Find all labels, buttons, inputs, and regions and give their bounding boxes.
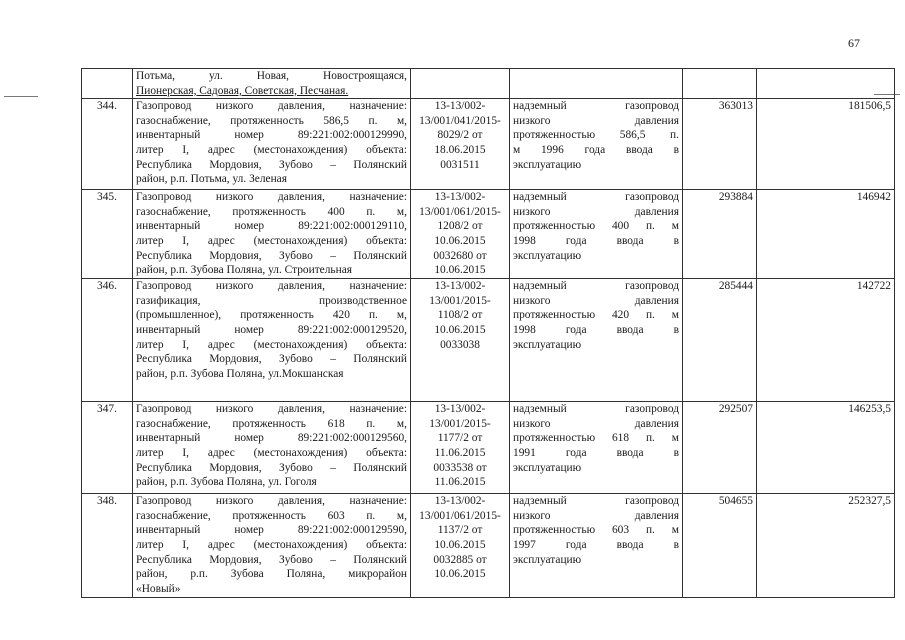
- registration-line: 10.06.2015: [434, 234, 486, 247]
- object-name-line: Газопровод низкого давления, назначение:: [136, 100, 407, 113]
- object-name-line: газоснабжение, протяженность 603 п. м,: [136, 509, 407, 522]
- registration-line: 10.06.2015: [434, 568, 486, 581]
- scan-mark-left: [4, 96, 38, 97]
- object-name-line: инвентарный номер 89:221:002:000129560,: [136, 432, 407, 445]
- description-line: эксплуатацию: [513, 461, 582, 474]
- object-name-cell: [133, 190, 411, 279]
- registration-line: 13/001/2015-: [429, 417, 491, 430]
- page-number: 67: [848, 36, 860, 50]
- value-cell: 293884: [683, 190, 757, 279]
- description-line: низкого давления: [513, 417, 679, 430]
- description-line: низкого давления: [513, 509, 679, 522]
- object-name-line: инвентарный номер 89:221:002:000129520,: [136, 323, 407, 336]
- object-name-line: Республика Мордовия, Зубово – Полянский: [136, 353, 407, 366]
- row-number: 345.: [82, 190, 133, 279]
- value-cell: 292507: [683, 402, 757, 494]
- registration-line: 1137/2 от: [437, 524, 483, 537]
- table-row: [82, 279, 895, 402]
- registration-line: 13/001/2015-: [429, 294, 491, 307]
- description-line: 1998 года ввода в: [513, 323, 679, 336]
- description-line: м 1996 года ввода в: [513, 143, 679, 156]
- registry-table: [81, 68, 895, 598]
- description-line: низкого давления: [513, 114, 679, 127]
- description-line: протяженностью 400 п. м: [513, 220, 679, 233]
- registration-line: 1177/2 от: [437, 432, 483, 445]
- value-cell: 285444: [683, 279, 757, 402]
- registration-line: 10.06.2015: [434, 538, 486, 551]
- object-name-line: газоснабжение, протяженность 400 п. м,: [136, 205, 407, 218]
- object-name-line: инвентарный номер 89:221:002:000129110,: [136, 220, 407, 233]
- registration-line: 13/001/061/2015-: [419, 205, 501, 218]
- value-cell: 504655: [683, 494, 757, 598]
- description-line: протяженностью 420 п. м: [513, 309, 679, 322]
- registration-line: 13-13/002-: [434, 191, 486, 204]
- registry-body: [82, 69, 895, 598]
- object-name-line: литер I, адрес (местонахождения) объекта:: [136, 446, 407, 459]
- object-name-line: Республика Мордовия, Зубово – Полянский: [136, 249, 407, 262]
- object-name-line: район, р.п. Потьма, ул. Зеленая: [136, 173, 287, 186]
- registration-line: 18.06.2015: [434, 143, 486, 156]
- object-name-line: Республика Мордовия, Зубово – Полянский: [136, 553, 407, 566]
- object-name-line: Республика Мордовия, Зубово – Полянский: [136, 158, 407, 171]
- description-line: надземный газопровод: [513, 191, 679, 204]
- registration-line: 13-13/002-: [434, 280, 486, 293]
- registration-line: 10.06.2015: [434, 264, 486, 277]
- registration-cell: [411, 279, 510, 402]
- object-name-line: литер I, адрес (местонахождения) объекта:: [136, 338, 407, 351]
- value-cell: 363013: [683, 99, 757, 190]
- table-row: [82, 402, 895, 494]
- table-row: [82, 69, 895, 99]
- description-cell: [510, 494, 683, 598]
- object-name-line: район, р.п. Зубова Поляна, микрорайон: [136, 568, 407, 581]
- object-name-line: инвентарный номер 89:221:002:000129990,: [136, 129, 407, 142]
- object-name-line: инвентарный номер 89:221:002:000129590,: [136, 524, 407, 537]
- object-name-line: «Новый»: [136, 582, 181, 595]
- description-line: эксплуатацию: [513, 249, 582, 262]
- registration-line: 10.06.2015: [434, 323, 486, 336]
- registration-line: 0031511: [440, 158, 480, 171]
- registration-line: 1108/2 от: [437, 309, 483, 322]
- registration-line: 0033038: [440, 338, 480, 351]
- object-name-cell: [133, 279, 411, 402]
- registration-line: 11.06.2015: [434, 446, 486, 459]
- object-name-line: район, р.п. Зубова Поляна, ул. Гоголя: [136, 476, 317, 489]
- description-line: низкого давления: [513, 294, 679, 307]
- object-name-cell: [133, 494, 411, 598]
- registration-line: 13/001/041/2015-: [419, 114, 501, 127]
- object-name-line: Газопровод низкого давления, назначение:: [136, 403, 407, 416]
- description-line: низкого давления: [513, 205, 679, 218]
- object-name-cell: [133, 99, 411, 190]
- registration-cell: [411, 69, 510, 99]
- value-cell: 252327,5: [757, 494, 895, 598]
- description-line: надземный газопровод: [513, 495, 679, 508]
- row-number: [82, 69, 133, 99]
- object-name-line: литер I, адрес (местонахождения) объекта:: [136, 234, 407, 247]
- row-number: 348.: [82, 494, 133, 598]
- object-name-line: газоснабжение, протяженность 586,5 п. м,: [136, 114, 407, 127]
- object-name-line: (промышленное), протяженность 420 п. м,: [136, 309, 407, 322]
- description-line: 1991 года ввода в: [513, 446, 679, 459]
- value-cell: 146942: [757, 190, 895, 279]
- description-cell: [510, 99, 683, 190]
- registration-line: 13-13/002-: [434, 495, 486, 508]
- object-name-cell: [133, 402, 411, 494]
- registration-line: 0032885 от: [433, 553, 487, 566]
- object-name-line: литер I, адрес (местонахождения) объекта:: [136, 538, 407, 551]
- value-cell: 181506,5: [757, 99, 895, 190]
- description-line: надземный газопровод: [513, 403, 679, 416]
- object-name-line: Потьма, ул. Новая, Новостроящаяся,: [136, 70, 407, 82]
- registration-line: 11.06.2015: [434, 476, 486, 489]
- description-line: 1997 года ввода в: [513, 538, 679, 551]
- description-cell: [510, 190, 683, 279]
- table-row: [82, 99, 895, 190]
- registration-line: 1208/2 от: [437, 220, 483, 233]
- object-name-line: район, р.п. Зубова Поляна, ул. Строительная: [136, 264, 353, 277]
- description-line: эксплуатацию: [513, 338, 582, 351]
- object-name-line: газоснабжение, протяженность 618 п. м,: [136, 417, 407, 430]
- registration-line: 13/001/061/2015-: [419, 509, 501, 522]
- row-number: 347.: [82, 402, 133, 494]
- description-line: 1998 года ввода в: [513, 234, 679, 247]
- description-line: надземный газопровод: [513, 100, 679, 113]
- description-line: эксплуатацию: [513, 158, 582, 171]
- table-row: [82, 190, 895, 279]
- description-line: надземный газопровод: [513, 280, 679, 293]
- registration-line: 13-13/002-: [434, 100, 486, 113]
- table-row: [82, 494, 895, 598]
- object-name-line: Газопровод низкого давления, назначение:: [136, 191, 407, 204]
- registration-line: 13-13/002-: [434, 403, 486, 416]
- object-name-line: Республика Мордовия, Зубово – Полянский: [136, 461, 407, 474]
- object-name-line: район, р.п. Зубова Поляна, ул.Мокшанская: [136, 367, 344, 380]
- registration-cell: [411, 99, 510, 190]
- description-line: протяженностью 618 п. м: [513, 432, 679, 445]
- object-name-line: литер I, адрес (местонахождения) объекта:: [136, 143, 407, 156]
- description-cell: [510, 279, 683, 402]
- description-cell: [510, 402, 683, 494]
- value-cell: 142722: [757, 279, 895, 402]
- description-line: протяженностью 586,5 п.: [513, 129, 679, 142]
- description-cell: [510, 69, 683, 99]
- value-cell: [683, 69, 757, 99]
- object-name-line: Пионерская, Садовая, Советская, Песчаная.: [136, 84, 349, 97]
- object-name-line: Газопровод низкого давления, назначение:: [136, 495, 407, 508]
- row-number: 344.: [82, 99, 133, 190]
- registration-line: 0033538 от: [433, 461, 487, 474]
- description-line: эксплуатацию: [513, 553, 582, 566]
- value-cell: [757, 69, 895, 99]
- object-name-cell: [133, 69, 411, 99]
- registration-cell: [411, 190, 510, 279]
- value-cell: 146253,5: [757, 402, 895, 494]
- registration-line: 8029/2 от: [437, 129, 483, 142]
- object-name-line: Газопровод низкого давления, назначение:: [136, 280, 407, 293]
- registration-cell: [411, 494, 510, 598]
- object-name-line: газификация, производственное: [136, 294, 407, 307]
- description-line: протяженностью 603 п. м: [513, 524, 679, 537]
- registration-cell: [411, 402, 510, 494]
- row-number: 346.: [82, 279, 133, 402]
- registration-line: 0032680 от: [433, 249, 487, 262]
